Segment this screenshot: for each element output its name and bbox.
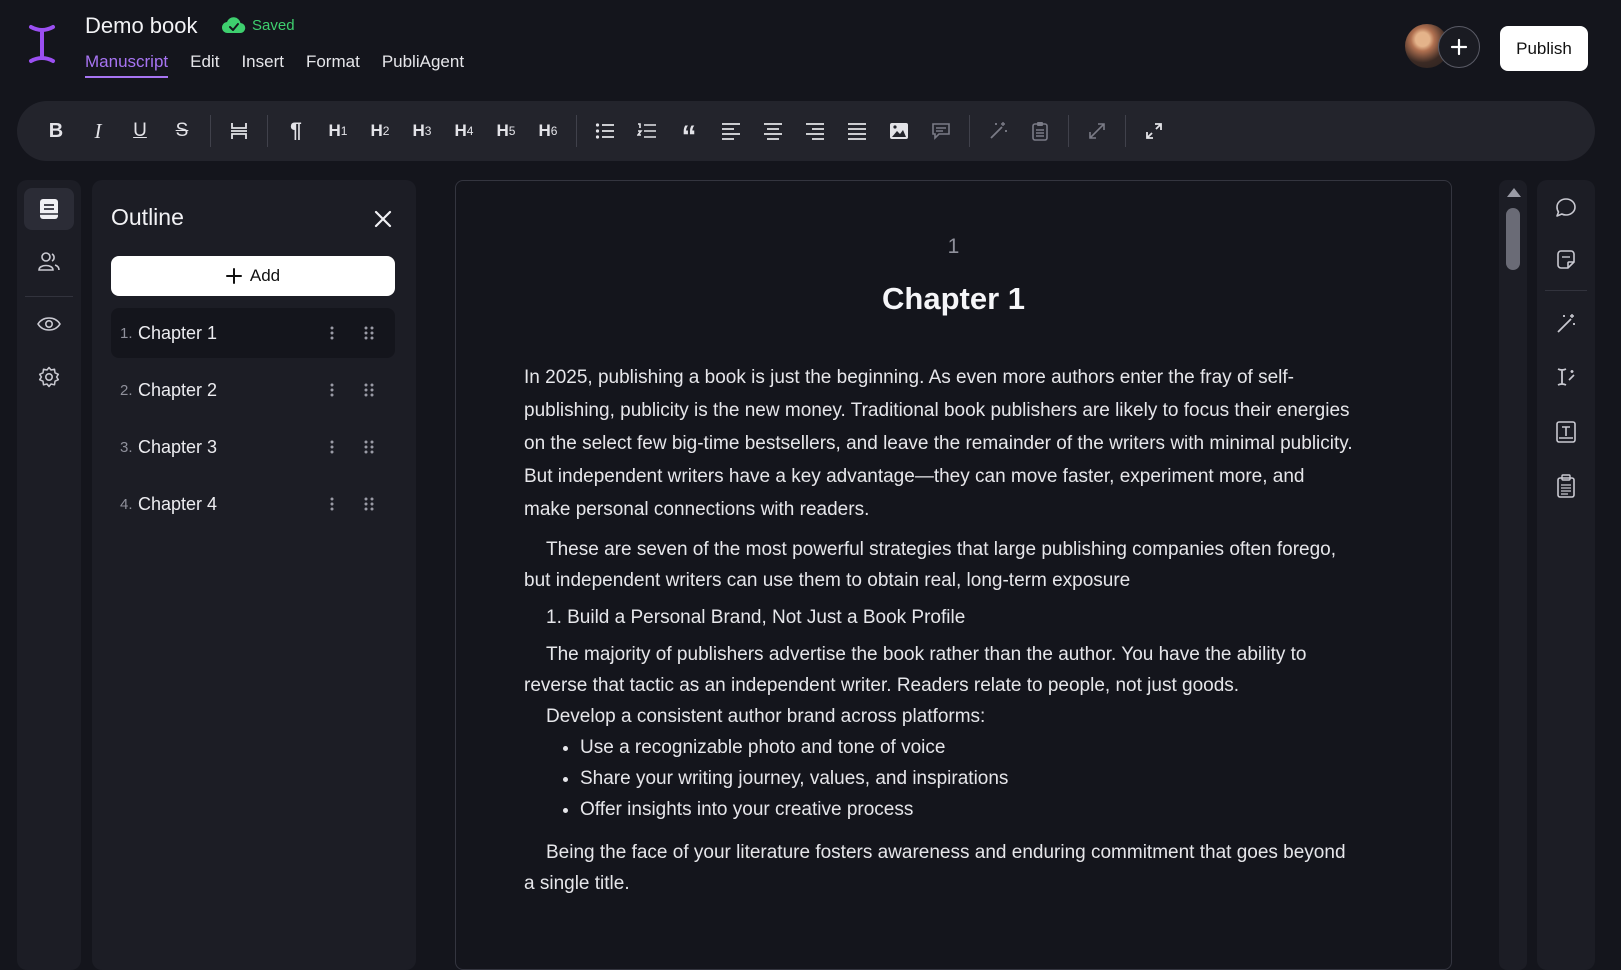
toolbar-divider (1125, 115, 1126, 147)
publish-button[interactable]: Publish (1500, 26, 1588, 71)
users-icon (38, 250, 60, 272)
chapter-number: 3. (120, 438, 133, 456)
toolbar-divider (576, 115, 577, 147)
bold-icon: B (48, 119, 64, 142)
align-justify-icon (847, 122, 867, 140)
heading-2-level: 2 (382, 124, 390, 138)
page-break-icon (229, 121, 249, 141)
ai-magic-button[interactable] (977, 110, 1019, 152)
insert-image-button[interactable] (878, 110, 920, 152)
heading-4-level: 4 (466, 124, 474, 138)
image-icon (889, 122, 909, 140)
bullet-list (580, 732, 1354, 825)
settings-icon (38, 366, 60, 388)
add-collaborator-button[interactable] (1438, 26, 1480, 68)
italic-button[interactable] (77, 110, 119, 152)
editor-body[interactable] (524, 361, 1354, 899)
chapter-number: 1. (120, 324, 133, 342)
collapse-button[interactable] (1076, 110, 1118, 152)
heading-3-level: 3 (424, 124, 432, 138)
section-heading[interactable]: 1. Build a Personal Brand, Not Just a Book Profile (546, 607, 966, 628)
rail-ai-text-button[interactable] (1546, 357, 1586, 397)
toolbar-divider (267, 115, 268, 147)
underline-button[interactable] (119, 110, 161, 152)
rail-divider (1545, 290, 1587, 291)
heading-2-button[interactable] (359, 110, 401, 152)
save-status (222, 16, 295, 34)
align-center-icon (763, 122, 783, 140)
book-icon (39, 198, 59, 220)
italic-icon: I (94, 118, 102, 143)
more-vertical-icon[interactable] (327, 437, 337, 457)
outline-title: Outline (111, 204, 184, 230)
list-item[interactable]: • Use a recognizable photo and tone of voice (580, 732, 1354, 763)
paragraph-icon: ¶ (290, 119, 302, 142)
align-right-button[interactable] (794, 110, 836, 152)
underline-icon: U (133, 120, 147, 141)
right-rail (1537, 180, 1595, 970)
editor-scrollbar[interactable] (1499, 180, 1527, 970)
align-left-button[interactable] (710, 110, 752, 152)
tab-edit[interactable]: Edit (190, 52, 220, 71)
heading-5-label: H (496, 121, 509, 140)
notes-button[interactable] (1019, 110, 1061, 152)
fullscreen-button[interactable] (1133, 110, 1175, 152)
toolbar-divider (1068, 115, 1069, 147)
list-item[interactable]: • Offer insights into your creative process (580, 794, 1354, 825)
plus-icon (226, 268, 242, 284)
align-center-button[interactable] (752, 110, 794, 152)
heading-4-button[interactable] (443, 110, 485, 152)
numbered-list-button[interactable] (626, 110, 668, 152)
expand-icon (1145, 122, 1163, 140)
quote-icon: “ (681, 120, 697, 153)
magic-wand-icon (1555, 313, 1577, 335)
strikethrough-icon: S (175, 120, 189, 141)
tab-format[interactable]: Format (305, 52, 360, 71)
drag-handle-icon[interactable] (361, 380, 377, 400)
strikethrough-button[interactable] (161, 110, 203, 152)
heading-4-label: H (454, 121, 467, 140)
chapter-name: Chapter 2 (138, 379, 218, 400)
outline-chapter-item[interactable] (111, 308, 395, 358)
heading-6-level: 6 (550, 124, 558, 138)
rail-text-box-button[interactable] (1546, 412, 1586, 452)
clipboard-icon (1556, 474, 1576, 498)
save-status-label: Saved (252, 16, 295, 34)
rail-preview-button[interactable] (24, 303, 74, 345)
outline-chapter-item[interactable] (111, 365, 395, 415)
comment-icon (931, 122, 951, 140)
heading-5-button[interactable] (485, 110, 527, 152)
tab-publiagent[interactable]: PubliAgent (381, 52, 465, 71)
plus-icon (1450, 38, 1468, 56)
rail-clipboard-button[interactable] (1546, 466, 1586, 506)
more-vertical-icon[interactable] (327, 323, 337, 343)
heading-6-label: H (538, 121, 551, 140)
outline-panel (92, 180, 416, 970)
collapse-icon (1088, 122, 1106, 140)
numbered-list-icon (637, 122, 657, 140)
heading-1-level: 1 (340, 124, 348, 138)
heading-3-label: H (412, 121, 425, 140)
drag-handle-icon[interactable] (361, 323, 377, 343)
heading-6-button[interactable] (527, 110, 569, 152)
page-break-button[interactable] (218, 110, 260, 152)
paragraph-strategies[interactable]: These are seven of the most powerful strategies that large publishing companies often forego, but independent writers can use them to obtain real, long-term exposure (524, 539, 1337, 591)
tab-manuscript[interactable]: Manuscript (85, 52, 168, 78)
more-vertical-icon[interactable] (327, 494, 337, 514)
scroll-thumb[interactable] (1506, 208, 1520, 270)
bullet-list-button[interactable] (584, 110, 626, 152)
outline-chapter-item[interactable] (111, 422, 395, 472)
paragraph-button[interactable] (275, 110, 317, 152)
toolbar-divider (210, 115, 211, 147)
page-number: 1 (947, 235, 960, 258)
app-logo (28, 24, 56, 64)
drag-handle-icon[interactable] (361, 437, 377, 457)
heading-1-label: H (328, 121, 341, 140)
rail-note-button[interactable] (1546, 240, 1586, 280)
left-rail (17, 180, 81, 970)
drag-handle-icon[interactable] (361, 494, 377, 514)
cloud-check-icon (222, 16, 246, 34)
toolbar-divider (969, 115, 970, 147)
note-icon (1555, 249, 1577, 271)
chapter-number: 4. (120, 495, 133, 513)
paragraph-body[interactable]: The majority of publishers advertise the book rather than the author. You have the ability to reverse that tactic as an independent writer. Readers relate to people, not just goods. (524, 644, 1307, 696)
rail-manuscript-button[interactable] (24, 188, 74, 230)
heading-2-label: H (370, 121, 383, 140)
add-chapter-label: Add (249, 266, 281, 285)
chapter-name: Chapter 3 (138, 436, 218, 457)
bullet-list-icon (595, 122, 615, 140)
align-right-icon (805, 122, 825, 140)
rail-chat-button[interactable] (1546, 188, 1586, 228)
menu-tabs (85, 52, 464, 78)
blockquote-button[interactable] (668, 110, 710, 152)
clipboard-icon (1031, 121, 1049, 141)
comment-button[interactable] (920, 110, 962, 152)
chapter-heading[interactable]: Chapter 1 (882, 281, 1025, 316)
heading-1-button[interactable] (317, 110, 359, 152)
list-item[interactable]: • Share your writing journey, values, and inspirations (580, 763, 1354, 794)
editor-page[interactable] (455, 180, 1452, 970)
outline-chapter-item[interactable] (111, 479, 395, 529)
rail-settings-button[interactable] (24, 356, 74, 398)
eye-icon (37, 316, 61, 332)
rail-divider (25, 296, 73, 297)
align-justify-button[interactable] (836, 110, 878, 152)
formatting-toolbar (17, 101, 1595, 161)
rail-ai-assist-button[interactable] (1546, 304, 1586, 344)
rail-characters-button[interactable] (24, 240, 74, 282)
book-title[interactable]: Demo book (85, 13, 198, 38)
add-chapter-button[interactable] (111, 256, 395, 296)
magic-wand-icon (988, 121, 1008, 141)
heading-5-level: 5 (508, 124, 516, 138)
chapter-number: 2. (120, 381, 133, 399)
bold-button[interactable] (35, 110, 77, 152)
close-outline-button[interactable] (370, 206, 396, 232)
heading-3-button[interactable] (401, 110, 443, 152)
paragraph-intro[interactable]: In 2025, publishing a book is just the beginning. As even more authors enter the fray of self-publishing, publicity is the new money. Traditional book publishers are likely to focus their energies on the select few big-time bestsellers, and leave the remainder of the writers with minimal publicity. But independent writers have a key advantage—they can move faster, experiment more, and make personal connections with readers. (524, 367, 1353, 520)
close-icon (374, 210, 392, 228)
text-box-icon (1556, 421, 1576, 443)
paragraph-body[interactable]: Develop a consistent author brand across platforms: (546, 706, 986, 727)
chapter-name: Chapter 1 (138, 322, 218, 343)
align-left-icon (721, 122, 741, 140)
scroll-up-icon[interactable] (1507, 188, 1521, 197)
chat-icon (1555, 197, 1577, 219)
paragraph-body[interactable]: Being the face of your literature fosters awareness and enduring commitment that goes beyond a single title. (524, 842, 1346, 894)
ai-text-icon (1555, 366, 1577, 388)
more-vertical-icon[interactable] (327, 380, 337, 400)
chapter-name: Chapter 4 (138, 493, 218, 514)
tab-insert[interactable]: Insert (241, 52, 284, 71)
